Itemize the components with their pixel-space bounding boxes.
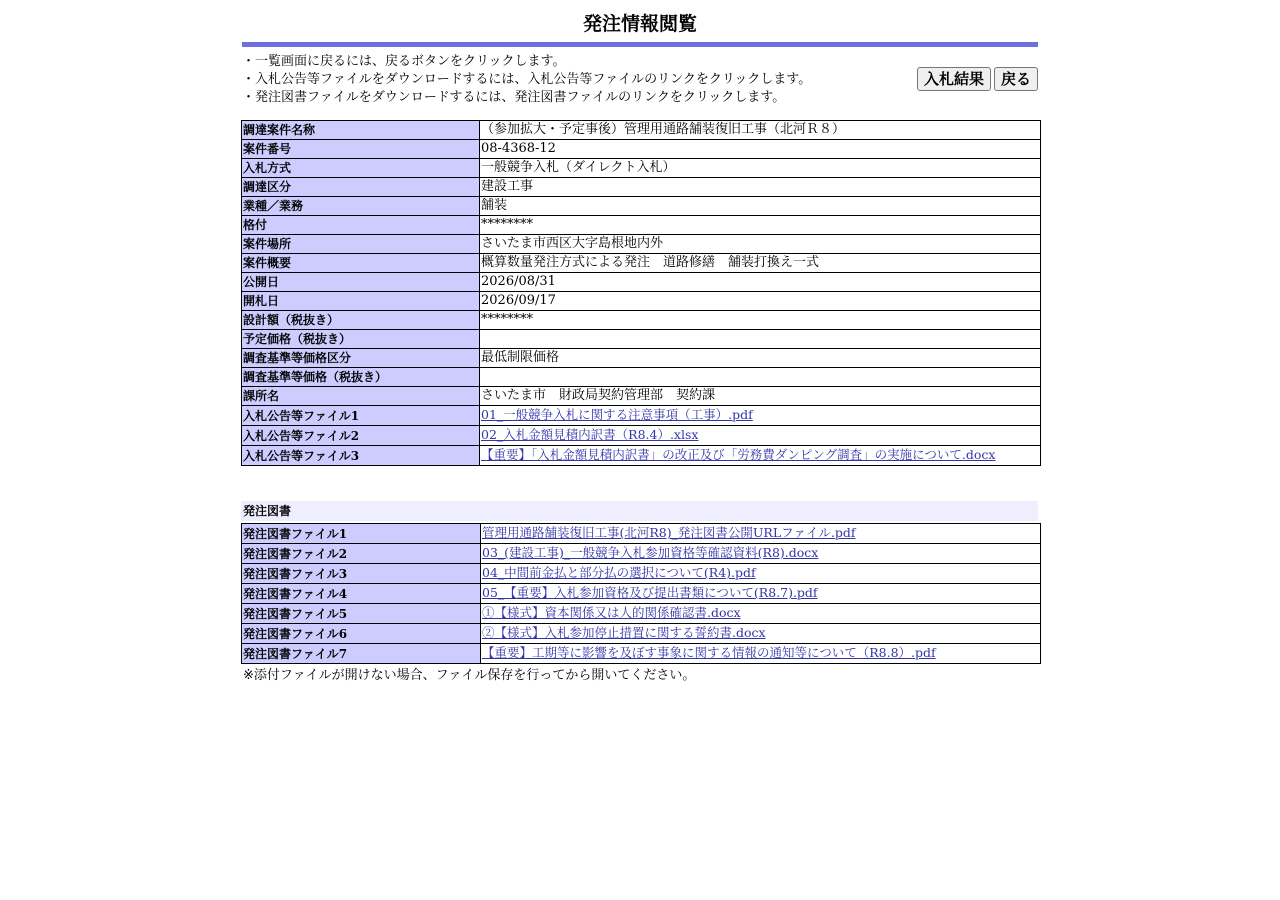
row-label: 発注図書ファイル7 (242, 644, 481, 664)
file-link-cell (481, 644, 1041, 664)
row-value: 建設工事 (480, 178, 1041, 197)
row-value (480, 368, 1041, 387)
row-value: 舗装 (480, 197, 1041, 216)
row-label: 案件場所 (242, 235, 480, 254)
file-download-link[interactable]: 05_【重要】入札参加資格及び提出書類について(R8.7).pdf (482, 585, 818, 600)
detail-row (242, 311, 1041, 330)
file-row (242, 406, 1041, 426)
order-docs-table (241, 523, 1041, 664)
order-docs-section-title: 発注図書 (241, 501, 1038, 521)
file-row (242, 426, 1041, 446)
row-label: 発注図書ファイル6 (242, 624, 481, 644)
row-label: 調達案件名称 (242, 121, 480, 140)
row-label: 入札公告等ファイル2 (242, 426, 480, 446)
file-row (242, 524, 1041, 544)
file-link-cell (480, 406, 1041, 426)
bid-result-button[interactable]: 入札結果 (917, 67, 991, 91)
detail-row (242, 140, 1041, 159)
row-label: 入札方式 (242, 159, 480, 178)
file-link-cell (480, 446, 1041, 466)
instruction-line: ・一覧画面に戻るには、戻るボタンをクリックします。 (242, 54, 566, 69)
page-title: 発注情報閲覧 (582, 13, 697, 35)
row-value: （参加拡大・予定事後）管理用通路舗装復旧工事（北河Ｒ８） (480, 121, 1041, 140)
row-label: 案件概要 (242, 254, 480, 273)
detail-row (242, 121, 1041, 140)
row-label: 調達区分 (242, 178, 480, 197)
file-link-cell (481, 624, 1041, 644)
detail-row (242, 254, 1041, 273)
case-detail-table (241, 120, 1041, 466)
attachment-note: ※添付ファイルが開けない場合、ファイル保存を行ってから開いてください。 (243, 668, 696, 683)
row-value: さいたま市 財政局契約管理部 契約課 (480, 387, 1041, 406)
file-download-link[interactable]: 04_中間前金払と部分払の選択について(R4).pdf (482, 565, 756, 580)
detail-row (242, 330, 1041, 349)
row-label: 業種／業務 (242, 197, 480, 216)
row-value: 08-4368-12 (480, 140, 1041, 159)
file-row (242, 584, 1041, 604)
detail-row (242, 216, 1041, 235)
row-label: 発注図書ファイル2 (242, 544, 481, 564)
file-download-link[interactable]: 01_一般競争入札に関する注意事項（工事）.pdf (481, 407, 753, 422)
detail-row (242, 273, 1041, 292)
detail-row (242, 178, 1041, 197)
row-label: 格付 (242, 216, 480, 235)
row-label: 開札日 (242, 292, 480, 311)
row-label: 入札公告等ファイル3 (242, 446, 480, 466)
action-buttons (917, 67, 1038, 91)
row-value: 2026/09/17 (480, 292, 1041, 311)
detail-row (242, 159, 1041, 178)
instruction-line: ・発注図書ファイルをダウンロードするには、発注図書ファイルのリンクをクリックします。 (242, 90, 786, 105)
row-label: 発注図書ファイル1 (242, 524, 481, 544)
row-value: ******** (480, 216, 1041, 235)
file-row (242, 624, 1041, 644)
detail-row (242, 349, 1041, 368)
row-value: ******** (480, 311, 1041, 330)
row-value: 概算数量発注方式による発注 道路修繕 舗装打換え一式 (480, 254, 1041, 273)
row-value: 2026/08/31 (480, 273, 1041, 292)
row-label: 発注図書ファイル3 (242, 564, 481, 584)
file-row (242, 544, 1041, 564)
row-label: 設計額（税抜き） (242, 311, 480, 330)
file-download-link[interactable]: ②【様式】入札参加停止措置に関する誓約書.docx (482, 625, 766, 640)
file-link-cell (481, 604, 1041, 624)
row-label: 発注図書ファイル4 (242, 584, 481, 604)
detail-row (242, 387, 1041, 406)
file-link-cell (481, 584, 1041, 604)
instruction-line: ・入札公告等ファイルをダウンロードするには、入札公告等ファイルのリンクをクリックします。 (242, 72, 812, 87)
file-link-cell (481, 524, 1041, 544)
row-value: さいたま市西区大字島根地内外 (480, 235, 1041, 254)
page-container (241, 0, 1039, 684)
row-label: 入札公告等ファイル1 (242, 406, 480, 426)
file-download-link[interactable]: 【重要】「入札金額見積内訳書」の改正及び「労務費ダンピング調査」の実施について.docx (481, 447, 996, 462)
file-download-link[interactable]: 03_(建設工事)_一般競争入札参加資格等確認資料(R8).docx (482, 545, 819, 560)
file-row (242, 564, 1041, 584)
row-label: 予定価格（税抜き） (242, 330, 480, 349)
detail-row (242, 368, 1041, 387)
row-label: 案件番号 (242, 140, 480, 159)
row-label: 発注図書ファイル5 (242, 604, 481, 624)
file-download-link[interactable]: 管理用通路舗装復旧工事(北河R8)_発注図書公開URLファイル.pdf (482, 525, 856, 540)
file-link-cell (480, 426, 1041, 446)
back-button[interactable]: 戻る (994, 67, 1038, 91)
row-label: 調査基準等価格（税抜き） (242, 368, 480, 387)
row-label: 公開日 (242, 273, 480, 292)
file-link-cell (481, 544, 1041, 564)
row-value (480, 330, 1041, 349)
row-label: 課所名 (242, 387, 480, 406)
row-label: 調査基準等価格区分 (242, 349, 480, 368)
detail-row (242, 292, 1041, 311)
file-row (242, 604, 1041, 624)
file-row (242, 446, 1041, 466)
instructions-area (241, 47, 1039, 120)
file-row (242, 644, 1041, 664)
row-value: 最低制限価格 (480, 349, 1041, 368)
detail-row (242, 235, 1041, 254)
file-download-link[interactable]: 【重要】工期等に影響を及ぼす事象に関する情報の通知等について（R8.8）.pdf (482, 645, 936, 660)
file-link-cell (481, 564, 1041, 584)
file-download-link[interactable]: ①【様式】資本関係又は人的関係確認書.docx (482, 605, 741, 620)
row-value: 一般競争入札（ダイレクト入札） (480, 159, 1041, 178)
file-download-link[interactable]: 02_入札金額見積内訳書（R8.4）.xlsx (481, 427, 699, 442)
detail-row (242, 197, 1041, 216)
